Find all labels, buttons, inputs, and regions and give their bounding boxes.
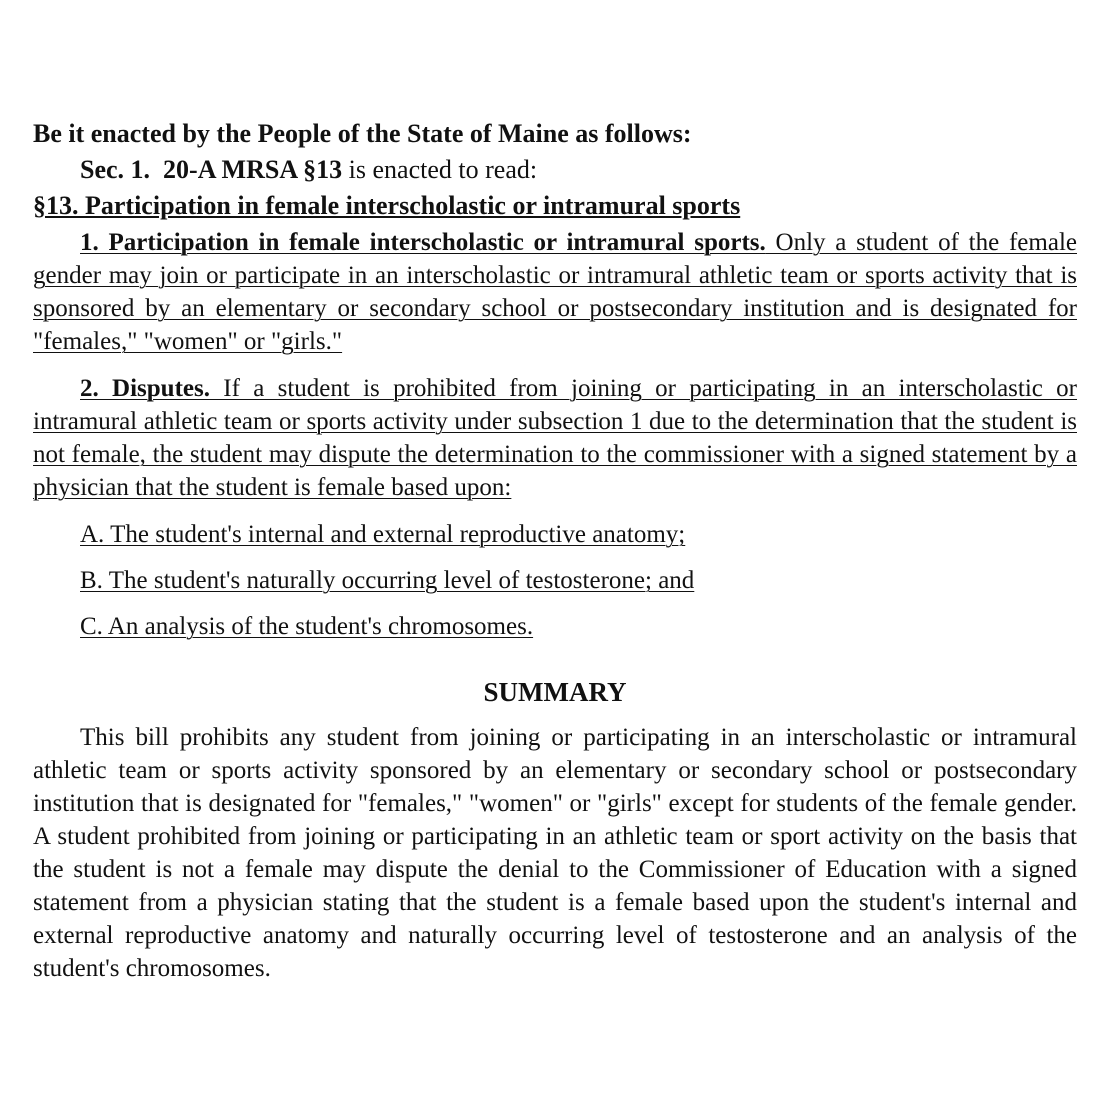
enacting-clause: Be it enacted by the People of the State of Maine as follows: [33,119,692,148]
subsection-1 [33,226,1077,358]
list-item-c-text: C. An analysis of the student's chromosomes. [80,613,534,640]
summary-text: This bill prohibits any student from joining or participating in an interscholastic or intramural athletic team or sports activity sponsored by an elementary or secondary school or postsecondary institution that is designated for "females," "women" or "girls" except for students of the female gender. A student prohibited from joining or participating in an athletic team or sport activity on the basis that the student is not a female may dispute the denial to the Commissioner of Education with a signed statement from a physician stating that the student is a female based upon the student's internal and external reproductive anatomy and naturally occurring level of testosterone and an analysis of the student's chromosomes. [33,724,1077,982]
section-1-citation: 20-A MRSA §13 [163,155,343,184]
statute-heading: §13. Participation in female interscholastic or intramural sports [33,191,741,220]
summary-heading: SUMMARY [483,677,627,707]
list-item-c [80,610,1077,643]
section-1-label: Sec. 1. [80,155,151,184]
list-item-b [80,564,1077,597]
subsection-2-text: If a student is prohibited from joining or participating in an interscholastic or intramural athletic team or sports activity under subsection 1 due to the determination that the student is not female, the student may dispute the determination to the commissioner with a signed statement by a physician that the student is female based upon: [33,375,1078,501]
subsection-2 [33,372,1077,504]
list-item-a [80,518,1077,551]
bill-document [33,118,1077,985]
subsection-2-heading: 2. Disputes. [80,375,210,402]
list-item-a-text: A. The student's internal and external reproductive anatomy; [80,521,686,548]
section-1-text: is enacted to read: [342,155,538,184]
list-item-b-text: B. The student's naturally occurring level of testosterone; and [80,567,695,594]
subsection-1-heading: 1. Participation in female interscholastic or intramural sports. [80,229,766,256]
subsection-1-text: Only a student of the female gender may join or participate in an interscholastic or intramural athletic team or sports activity that is sponsored by an elementary or secondary school or postsecondary institution and is designated for "females," "women" or "girls." [33,229,1077,355]
section-1-line [33,154,1077,186]
